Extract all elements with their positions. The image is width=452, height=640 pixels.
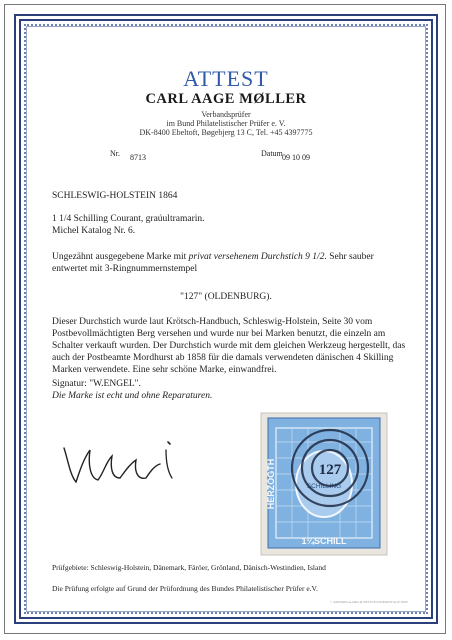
main-description: Dieser Durchstich wurde laut Krötsch-Handbuch, Schleswig-Holstein, Seite 30 vom Postbevollmächtigten Berg versehen und wurde nur bei Marken benutzt, die einzeln am Schalter verkauft wurden. Der Durchstich wurde mit dem gleichen Werkzeug hergestellt, das auch der Postbeamte Mordhurst ab 1858 für die damals verwendeten dänischen 4 Skilling Marken verwendete. Eine sehr schöne Marke, einwandfrei. xyxy=(52,317,406,375)
condition-text-italic: privat versehenem Durchstich 9 1/2. xyxy=(188,252,327,262)
condition-description xyxy=(52,251,407,275)
cancellation-text: "127" (OLDENBURG). xyxy=(180,292,272,302)
condition-text-post: Sehr sauber entwertet mit 3-Ringnummernstempel xyxy=(52,252,374,274)
stamp-value-color: 1 1/4 Schilling Courant, graúultramarin. xyxy=(52,214,205,224)
certificate-date: 09 10 09 xyxy=(282,153,310,162)
catalog-number: Michel Katalog Nr. 6. xyxy=(52,226,136,236)
stamp-center-text: SCHILLING xyxy=(306,483,342,490)
condition-text-pre: Ungezähnt ausgegebene Marke mit xyxy=(52,252,189,262)
number-label: Nr. xyxy=(110,149,120,158)
examiner-name: CARL AAGE MØLLER xyxy=(145,91,307,107)
cancel-number: 127 xyxy=(318,462,342,478)
examiner-association: im Bund Philatelistischer Prüfer e. V. xyxy=(166,119,286,128)
certificate-number: 8713 xyxy=(130,153,146,162)
footer-note: Die Prüfung erfolgte auf Grund der Prüfordnung des Bundes Philatelistischer Prüfer e.V. xyxy=(52,584,318,593)
handwritten-signature xyxy=(54,420,194,500)
region-heading: SCHLESWIG-HOLSTEIN 1864 xyxy=(52,191,178,201)
examiner-role: Verbandsprüfer xyxy=(201,110,251,119)
stamp-frame-text-left: HERZOGTH xyxy=(266,458,276,510)
certificate-title: ATTEST xyxy=(183,66,269,91)
stamp-description xyxy=(52,213,407,237)
examiner-address: DK-8400 Ebeltoft, Bøgebjerg 13 C, Tel. +45 4397775 xyxy=(139,128,313,137)
date-label: Datum xyxy=(261,149,283,158)
genuine-statement: Die Marke ist echt und ohne Reparaturen. xyxy=(52,391,213,401)
signature-line: Signatur: "W.ENGEL". xyxy=(52,379,141,389)
stamp-image xyxy=(260,412,388,556)
printer-mark: © KIERKEGAARD & BECH FOTOMONTAGE 2009 xyxy=(330,600,408,604)
stamp-frame-text-bottom: 1¼SCHILL xyxy=(301,536,347,546)
footer-exam-areas: Prüfgebiete: Schleswig-Holstein, Dänemark, Färöer, Grönland, Dänisch-Westindien, Island xyxy=(52,563,326,572)
